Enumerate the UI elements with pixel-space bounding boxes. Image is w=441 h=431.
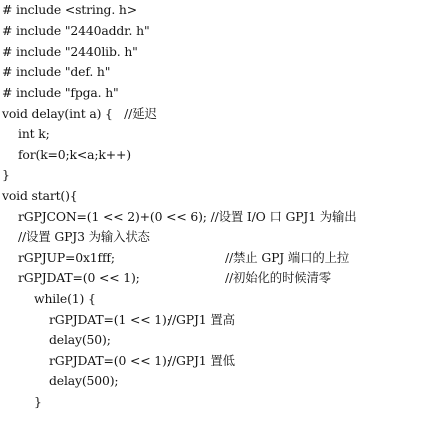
code-line: delay(50);: [49, 332, 111, 347]
code-comment: //禁止 GPJ 端口的上拉: [225, 250, 350, 265]
code-comment: //初始化的时候清零: [225, 270, 331, 285]
code-line: # include "2440lib. h": [2, 44, 138, 59]
code-line: # include <string. h>: [2, 2, 137, 17]
code-line: rGPJDAT=(0 << 1);: [18, 270, 140, 285]
code-comment: //GPJ1 置低: [168, 353, 235, 368]
code-line: }: [2, 167, 10, 182]
code-line: # include "2440addr. h": [2, 23, 150, 38]
code-comment: //GPJ1 置高: [168, 312, 235, 327]
code-line: }: [34, 394, 42, 409]
code-line: # include "def. h": [2, 64, 111, 79]
code-line: //设置 GPJ3 为输入状态: [18, 229, 150, 244]
code-line: rGPJDAT=(0 << 1);: [49, 353, 171, 368]
code-line: void delay(int a) { //延迟: [2, 106, 157, 121]
code-line: while(1) {: [34, 291, 96, 306]
code-line: void start(){: [2, 188, 78, 203]
code-line: rGPJDAT=(1 << 1);: [49, 312, 171, 327]
code-line: rGPJCON=(1 << 2)+(0 << 6); //设置 I/O 口 GPJ1 为输出: [18, 209, 357, 224]
code-line: # include "fpga. h": [2, 85, 119, 100]
code-line: int k;: [18, 126, 50, 141]
code-line: delay(500);: [49, 373, 119, 388]
code-line: for(k=0;k<a;k++): [18, 147, 131, 162]
code-line: rGPJUP=0x1fff;: [18, 250, 115, 265]
